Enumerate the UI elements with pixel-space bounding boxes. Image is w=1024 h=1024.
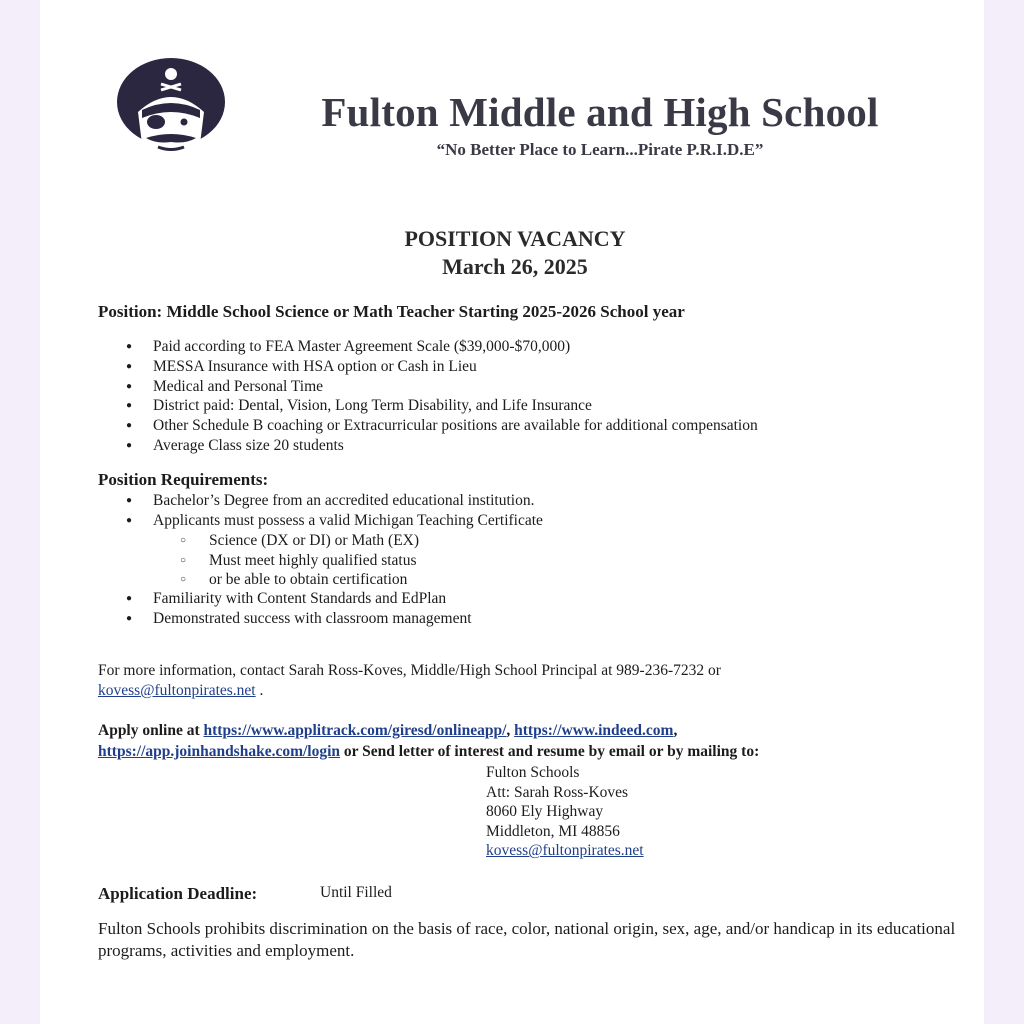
address-line: Fulton Schools [486, 764, 580, 781]
requirements-list-continued [126, 589, 472, 629]
address-email-link[interactable]: kovess@fultonpirates.net [486, 842, 644, 860]
list-item: ● District paid: Dental, Vision, Long Term Disability, and Life Insurance [126, 396, 758, 416]
address-line: Att: Sarah Ross-Koves [486, 783, 629, 801]
vacancy-title: POSITION VACANCY [404, 226, 626, 251]
apply-suffix: or Send letter of interest and resume by email or by mailing to: [340, 743, 760, 760]
apply-instructions [98, 720, 978, 762]
school-name: Fulton Middle and High School [321, 89, 879, 135]
benefits-list [126, 337, 758, 456]
list-item: ● Medical and Personal Time [126, 377, 758, 397]
apply-separator: , [506, 722, 515, 739]
address-line: 8060 Ely Highway [486, 803, 604, 821]
list-item: ● Applicants must possess a valid Michigan Teaching Certificate [126, 511, 543, 531]
list-item: ○ Must meet highly qualified status [180, 551, 419, 571]
vacancy-date: March 26, 2025 [442, 254, 588, 279]
document-page [40, 0, 984, 1024]
position-line [98, 302, 685, 322]
contact-end: . [255, 682, 264, 699]
deadline-label: Application Deadline: [98, 884, 258, 903]
list-item: ● Average Class size 20 students [126, 436, 758, 456]
list-item: ● Bachelor’s Degree from an accredited educational institution. [126, 491, 543, 511]
list-item: ○ or be able to obtain certification [180, 570, 419, 590]
apply-comma: , [673, 722, 678, 739]
mailing-address [486, 763, 644, 861]
list-item: ● Demonstrated success with classroom management [126, 609, 472, 629]
position-title: Middle School Science or Math Teacher Starting 2025-2026 School year [166, 302, 685, 321]
list-item: ● Familiarity with Content Standards and EdPlan [126, 589, 472, 609]
list-item: ● Paid according to FEA Master Agreement Scale ($39,000-$70,000) [126, 337, 758, 357]
pirate-logo-icon [116, 52, 226, 156]
requirements-list [126, 491, 543, 531]
list-item: ○ Science (DX or DI) or Math (EX) [180, 531, 419, 551]
handshake-link[interactable]: https://app.joinhandshake.com/login [98, 743, 341, 760]
requirements-heading: Position Requirements: [98, 470, 269, 489]
apply-prefix: Apply online at [98, 722, 204, 739]
applitrack-link[interactable]: https://www.applitrack.com/giresd/onlineapp/ [203, 722, 507, 739]
address-line: Middleton, MI 48856 [486, 822, 620, 840]
contact-email-link[interactable]: kovess@fultonpirates.net [98, 682, 256, 699]
school-motto: “No Better Place to Learn...Pirate P.R.I.D.E” [436, 140, 764, 159]
nondiscrimination-statement: Fulton Schools prohibits discrimination on the basis of race, color, national origin, sex, age, and/or handicap in its educational programs, activities and employment. [98, 919, 956, 960]
contact-text: For more information, contact Sarah Ross-Koves, Middle/High School Principal at 989-236-7232 or [98, 662, 721, 679]
list-item: ● MESSA Insurance with HSA option or Cash in Lieu [126, 357, 758, 377]
deadline-value: Until Filled [320, 884, 392, 901]
vacancy-title-block [340, 225, 690, 281]
position-label: Position: [98, 302, 163, 321]
contact-info [98, 661, 958, 701]
certification-sublist [180, 531, 419, 590]
list-item: ● Other Schedule B coaching or Extracurricular positions are available for additional compensation [126, 416, 758, 436]
indeed-link[interactable]: https://www.indeed.com [514, 722, 674, 739]
